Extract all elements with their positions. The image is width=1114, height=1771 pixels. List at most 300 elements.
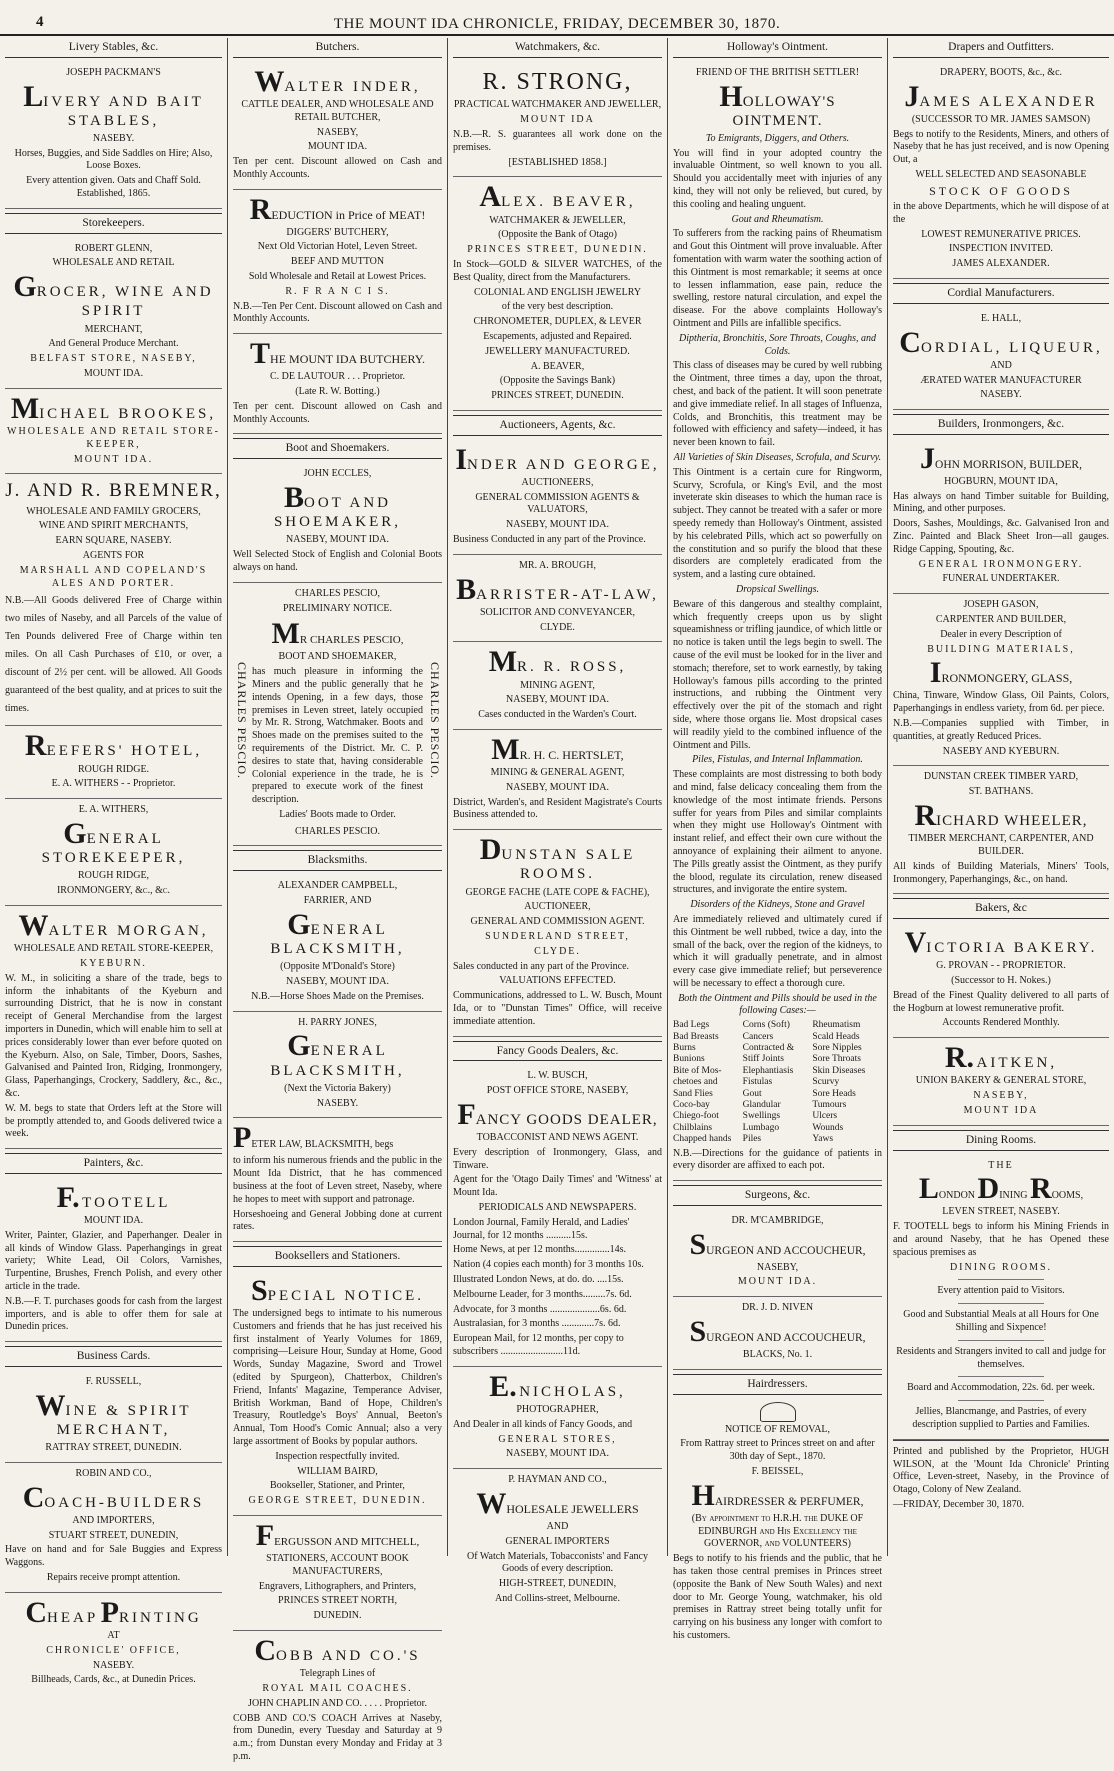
text-line: HOLESALE JEWELLERS — [506, 1501, 639, 1516]
text-line: Horses, Buggies, and Side Saddles on Hire; Also, Loose Boxes. — [14, 147, 213, 172]
ad-campbell — [233, 875, 442, 1011]
ad-nicholas — [453, 1367, 662, 1469]
text-line: IVERY AND BAIT STABLES, — [43, 93, 204, 129]
text-line: (By appointment to H.R.H. the DUKE OF EDINBURGH and His Excellency the GOVERNOR, and VOLUNTEERS) — [691, 1512, 864, 1550]
text-line: Agent for the 'Otago Daily Times' and 'Witness' at Mount Ida. — [453, 1174, 662, 1199]
text-line: BUILDING MATERIALS, — [927, 643, 1075, 655]
text-line: MOUNT IDA. — [737, 1276, 818, 1288]
text-line: C — [25, 1595, 47, 1629]
text-line: OOMS, — [1051, 1190, 1084, 1202]
text-line: has much pleasure in informing the Miners and the public generally that he intends Opening, in a few days, those premises in Leven street, lately occupied by Mr. R. Strong, Watchmaker. Boots and Shoes made on the premises suited to the requirements of the District. Mr. C. P. desires to state that, having considerable Colonial experience in the trade, he is prepared to execute work of the finest description. — [252, 666, 423, 806]
text-line: B — [456, 572, 477, 606]
ailments-table — [673, 1020, 882, 1145]
text-line: NASEBY, MOUNT IDA. — [506, 519, 609, 531]
ad-mount-ida-butchery — [233, 334, 442, 434]
text-line: AUCTIONEERS, — [521, 476, 594, 488]
text-line: Sore Nipples — [812, 1043, 862, 1054]
text-line: R. F R A N C I S. — [285, 285, 390, 297]
text-line: TOBACCONIST AND NEWS AGENT. — [476, 1132, 639, 1144]
ad-law — [233, 1118, 442, 1242]
text-line: JOSEPH PACKMAN'S — [66, 66, 161, 78]
ad-hayman — [453, 1469, 662, 1613]
ad-morgan — [5, 906, 222, 1149]
text-line: ROCER, WINE AND SPIRIT — [36, 284, 214, 320]
text-line: NASEBY. — [92, 1659, 135, 1671]
text-line: URGEON AND ACCOUCHEUR, — [706, 1332, 866, 1345]
text-line: KYEBURN. — [80, 957, 147, 969]
text-line: C — [899, 325, 921, 359]
text-line: Bunions — [673, 1054, 705, 1065]
text-line: N.B.—R. S. guarantees all work done on the premises. — [453, 129, 662, 153]
text-line: S — [689, 1315, 707, 1349]
text-line: MOUNT IDA. — [307, 141, 368, 153]
text-line: NASEBY, — [973, 1090, 1029, 1102]
text-line: W — [18, 908, 49, 942]
text-line — [673, 79, 882, 131]
text-line: AND — [990, 359, 1012, 371]
ad-packman — [5, 62, 222, 209]
text-line: Ten per cent. Discount allowed on Cash and Monthly Accounts. — [233, 156, 442, 180]
text-line: Chiego-foot — [673, 1111, 719, 1122]
text-line: N.B.—Directions for the guidance of patients in every disorder are affixed to each pot. — [673, 1147, 882, 1172]
text-line — [893, 1174, 1109, 1204]
text-line: ENERAL BLACKSMITH, — [270, 1043, 405, 1079]
text-line: RINTING — [119, 1609, 202, 1626]
section-heading: Surgeons, &c. — [673, 1185, 882, 1206]
text-line — [5, 79, 222, 131]
text-line: BEEF AND MUTTON — [290, 256, 385, 268]
text-line: Cancers — [742, 1031, 774, 1042]
text-line: PERIODICALS AND NEWSPAPERS. — [478, 1202, 637, 1214]
text-line: WHOLESALE AND RETAIL — [52, 257, 175, 269]
text-line: J — [904, 79, 920, 113]
text-line: LEX. BEAVER, — [501, 194, 636, 211]
text-line — [893, 441, 1109, 475]
ad-pescio — [233, 583, 442, 847]
text-line: AT — [107, 1630, 120, 1642]
section-heading: Livery Stables, &c. — [5, 38, 222, 58]
text-line: AIRDRESSER & PERFUMER, — [714, 1495, 864, 1508]
text-line: G — [287, 1029, 311, 1063]
text-line: —FRIDAY, December 30, 1870. — [893, 1498, 1025, 1510]
text-line: Gout — [742, 1088, 762, 1099]
text-line — [893, 658, 1109, 688]
text-line: PRINCES STREET NORTH, — [278, 1595, 397, 1607]
text-line: This Ointment is a certain cure for Ringworm, Scurvy, Scrofula, or King's Evil, and the most inveterate skin diseases to which the human race is subject. They cannot be treated with a safer or more speedy remedy than Holloway's Ointment, assisted by his celebrated Pills, which act so powerfully on the constitution and so purify the blood that these disorders are completely eradicated from the system, and a lasting cure obtained. — [673, 466, 882, 581]
text-line — [453, 1097, 662, 1131]
text-line: AUCTIONEER, — [524, 901, 591, 913]
text-line: MOUNT IDA. — [73, 453, 154, 465]
text-line: (Next the Victoria Bakery) — [284, 1082, 391, 1094]
text-line: To Emigrants, Diggers, and Others. — [705, 132, 850, 144]
text-line: Of Watch Materials, Tobacconists' and Fancy Goods of every description. — [467, 1550, 648, 1575]
ad-reefers — [5, 726, 222, 799]
text-line: L. W. BUSCH, — [527, 1070, 588, 1082]
text-line: R. STRONG, — [482, 68, 633, 95]
text-line: E. — [489, 1369, 517, 1403]
divider — [958, 1400, 1044, 1401]
text-line: WHOLESALE AND FAMILY GROCERS, — [26, 505, 201, 517]
text-line: W. M., in soliciting a share of the trade, begs to inform the inhabitants of the Kyeburn and surrounding District, that he is now in constant receipt of General Merchandise from the largest importers in Dunedin, which will enable him to sell at prices considerably lower than ever before quoted on the Kyeburn. Also, on Sale, Timber, Doors, Sashes, Galvanised and Painted Iron, Ridging, Ironmongery, Glass, Paperhangings, Crockery, Saddlery, &c., &c., &c. — [5, 972, 222, 1099]
text-line: WELL SELECTED AND SEASONABLE — [915, 168, 1087, 180]
ad-jones — [233, 1012, 442, 1119]
text-line: GENERAL IRONMONGERY. — [918, 558, 1084, 570]
text-line: M — [10, 391, 40, 425]
text-line: Melbourne Leader, for 3 months.........7s. 6d. — [453, 1288, 632, 1300]
text-line: PRACTICAL WATCHMAKER AND JEWELLER, — [453, 99, 662, 111]
text-line: Ulcers — [812, 1111, 838, 1122]
text-line — [233, 1273, 442, 1307]
text-line: DUNSTAN CREEK TIMBER YARD, — [923, 771, 1079, 783]
column-2 — [228, 38, 448, 1762]
text-line: CHARLES PESCIO. — [294, 825, 380, 837]
ad-holloway — [673, 62, 882, 1181]
text-line — [893, 798, 1109, 832]
text-line: AND IMPORTERS, — [72, 1514, 155, 1526]
text-line: FUNERAL UNDERTAKER. — [942, 573, 1060, 585]
text-line — [5, 1180, 222, 1214]
text-line: ALEXANDER CAMPBELL, — [277, 880, 398, 892]
text-line — [5, 1595, 222, 1629]
text-line: NASEBY, — [756, 1261, 799, 1273]
text-line: Ladies' Boots made to Order. — [279, 808, 396, 820]
text-line: TIMBER MERCHANT, CARPENTER, AND BUILDER. — [908, 833, 1094, 857]
ad-printing — [5, 1593, 222, 1694]
ad-inder-george — [453, 440, 662, 555]
text-line: Wounds — [812, 1122, 844, 1133]
text-line: TOOTELL — [82, 1194, 171, 1211]
text-line: Business Conducted in any part of the Province. — [453, 534, 646, 546]
text-line: Scurvy — [812, 1077, 840, 1088]
text-line: From Rattray street to Princes street on and after 30th day of Sept., 1870. — [680, 1438, 875, 1463]
text-line: WATCHMAKER & JEWELLER, — [489, 214, 626, 226]
text-line: to inform his numerous friends and the public in the Mount Ida District, that he has commenced business at the foot of Leven street, Naseby, where he hopes to meet with support and patronage. — [233, 1155, 442, 1205]
divider — [958, 1376, 1044, 1377]
column-5 — [888, 38, 1114, 1556]
text-line: T — [250, 337, 271, 371]
ad-hall — [893, 308, 1109, 410]
text-line: GENERAL STORES, — [498, 1433, 617, 1445]
text-line: D — [977, 1172, 1000, 1206]
text-line: Engravers, Lithographers, and Printers, — [258, 1580, 417, 1592]
text-line: Good and Substantial Meals at all Hours for One Shilling and Sixpence! — [903, 1309, 1099, 1333]
text-line: (Opposite the Bank of Otago) — [498, 229, 617, 241]
text-line: ALTER MORGAN, — [48, 922, 209, 939]
text-line: M — [488, 645, 518, 679]
text-line: AITKEN, — [976, 1055, 1058, 1072]
text-line: COLONIAL AND ENGLISH JEWELRY — [473, 286, 642, 298]
text-line: ENERAL STOREKEEPER, — [41, 831, 186, 867]
text-line: Nation (4 copies each month) for 3 months 10s. — [453, 1259, 644, 1271]
text-line: Every attention given. Oats and Chaff Sold. Established, 1865. — [26, 175, 201, 200]
text-line — [233, 1123, 442, 1153]
column-4 — [668, 38, 888, 1641]
text-line: FARRIER, AND — [303, 895, 372, 906]
divider — [958, 1279, 1044, 1280]
text-line: BOOT AND SHOEMAKER, — [278, 651, 397, 663]
text-line: (Successor to H. Nokes.) — [951, 975, 1051, 987]
text-line: Are immediately relieved and ultimately cured if this Ointment be well rubbed, twice a day, into the small of the back, over the region of the kidneys, to which it will gradually penetrate, and in almost every case give immediate relief; but perseverence will be necessary to effect a thorough cure. — [673, 913, 882, 989]
text-line: Burns — [673, 1043, 696, 1054]
ad-beaver — [453, 177, 662, 411]
text-line: F. BEISSEL, — [751, 1465, 804, 1477]
text-line: W — [254, 64, 285, 98]
text-line: IRONMONGERY, &c., &c. — [56, 885, 171, 897]
text-line: Sore Throats — [812, 1054, 861, 1065]
text-line: In Stock—GOLD & SILVER WATCHES, of the Best Quality, direct from the Manufacturers. — [453, 259, 662, 283]
text-line: DINING ROOMS. — [949, 1261, 1053, 1273]
text-line: JEWELLERY MANUFACTURED. — [485, 345, 630, 357]
text-line: L — [918, 1172, 939, 1206]
section-heading: Builders, Ironmongers, &c. — [893, 414, 1109, 435]
ad-tootell — [5, 1178, 222, 1342]
text-line: Sore Heads — [812, 1088, 856, 1099]
text-line: J. AND R. BREMNER, — [5, 480, 222, 502]
text-line: MOUNT IDA — [963, 1105, 1039, 1117]
text-line — [5, 391, 222, 425]
text-line: OLLOWAY'S OINTMENT. — [732, 93, 836, 129]
text-line: chetoes and — [673, 1077, 718, 1088]
text-line: Sales conducted in any part of the Province. — [453, 960, 630, 972]
text-line: Well Selected Stock of English and Colonial Boots always on hand. — [233, 549, 442, 573]
text-line: THE — [988, 1159, 1014, 1171]
text-line — [5, 272, 222, 321]
text-line: HIGH-STREET, DUNEDIN, — [498, 1578, 617, 1590]
text-line: Inspection respectfully invited. — [275, 1450, 400, 1462]
text-line: S — [689, 1227, 707, 1261]
text-line: Stiff Joints — [742, 1054, 784, 1065]
text-line: Home News, at per 12 months..............14s. — [453, 1244, 627, 1256]
text-line: OHN MORRISON, BUILDER, — [935, 458, 1082, 471]
text-line: ROUGH RIDGE, — [77, 870, 150, 882]
text-line — [673, 1227, 882, 1261]
text-line: And Dealer in all kinds of Fancy Goods, and — [453, 1418, 633, 1430]
text-line: ONDON — [938, 1190, 976, 1202]
text-line: Ten per cent. Discount allowed on Cash and Monthly Accounts. — [233, 400, 442, 425]
text-line: MINING & GENERAL AGENT, — [490, 767, 625, 779]
ad-cobb — [233, 1631, 442, 1771]
columns — [0, 38, 1114, 1762]
text-line: NASEBY. — [316, 1097, 359, 1109]
text-line: Rheumatism — [812, 1020, 861, 1031]
text-line — [233, 192, 442, 226]
ad-brookes — [5, 389, 222, 475]
text-line: Has always on hand Timber suitable for Building, Mining, and other purposes. — [893, 490, 1109, 515]
ad-wheeler — [893, 766, 1109, 894]
text-line: GENERAL COMMISSION AGENTS & VALUATORS, — [475, 491, 640, 516]
text-line: D — [479, 833, 502, 867]
text-line: Every description of Ironmongery, Glass, and Tinware. — [453, 1146, 662, 1171]
text-line: W — [35, 1388, 66, 1422]
text-line: R — [1030, 1172, 1052, 1206]
text-line: DR. M'CAMBRIDGE, — [731, 1214, 824, 1226]
text-line: District, Warden's, and Resident Magistrate's Courts Business attended to. — [453, 796, 662, 821]
text-line: (Opposite M'Donald's Store) — [280, 961, 395, 973]
text-line: GEORGE STREET, DUNEDIN. — [248, 1495, 427, 1507]
text-line: H — [719, 79, 743, 113]
ad-eccles — [233, 463, 442, 583]
text-line: BELFAST STORE, NASEBY, — [30, 353, 197, 365]
text-line: CLYDE. — [534, 945, 581, 957]
ad-aitken — [893, 1038, 1109, 1126]
text-line: PRINCES STREET, DUNEDIN. — [491, 390, 624, 402]
imprint — [893, 1440, 1109, 1519]
text-line: UNION BAKERY & GENERAL STORE, — [915, 1075, 1087, 1087]
text-line: F. RUSSELL, — [85, 1375, 142, 1387]
text-line: A. BEAVER, — [530, 360, 585, 372]
text-line: European Mail, for 12 months, per copy to subscribers .........................11d. — [453, 1333, 624, 1357]
section-heading: Boot and Shoemakers. — [233, 438, 442, 459]
text-line: Sold Wholesale and Retail at Lowest Prices. — [248, 271, 427, 283]
text-line: NASEBY. — [92, 132, 135, 144]
text-line: GENERAL IMPORTERS — [505, 1535, 610, 1547]
section-heading: Fancy Goods Dealers, &c. — [453, 1041, 662, 1062]
section-heading: Watchmakers, &c. — [453, 38, 662, 58]
ad-mcambridge — [673, 1210, 882, 1297]
text-line: H. PARRY JONES, — [298, 1016, 377, 1028]
text-line: AGENTS FOR — [82, 550, 145, 562]
text-line: F — [255, 1518, 275, 1552]
text-line: Bread of the Finest Quality delivered to all parts of the Hogburn at lowest remunerative profit. — [893, 989, 1109, 1014]
text-line: F — [457, 1097, 476, 1131]
section-heading: Bakers, &c — [893, 898, 1109, 919]
text-line: Billheads, Cards, &c., at Dunedin Prices. — [31, 1674, 196, 1686]
text-line: Begs to notify to his friends and the public, that he has taken those central premises in Princes street (opposite the Bank of New South Wales) and next door to Mr. George Young, watchmaker, his old premises in Rattray street being totally unfit for carrying on his business any longer with comfort to his customers. — [673, 1553, 882, 1641]
ad-russell — [5, 1371, 222, 1463]
text-line: ARRISTER-AT-LAW, — [476, 586, 659, 603]
text-line: N.B.—All Goods delivered Free of Charge within two miles of Naseby, and all Parcels of the value of Ten Pounds delivered Free of Charge within ten miles. On all Cash Purchases of £10, or over, a discount of 2½ per cent. will be allowed. All Goods guaranteed of the best quality, and at prices to suit the times. — [5, 595, 222, 715]
text-line: Sand Flies — [673, 1088, 713, 1099]
ad-morrison — [893, 439, 1109, 594]
ad-gason — [893, 594, 1109, 766]
ad-baird — [233, 1271, 442, 1516]
text-line: INE & SPIRIT MERCHANT, — [56, 1402, 192, 1438]
text-line: JOHN CHAPLIN AND CO. . . . . Proprietor. — [248, 1697, 427, 1709]
text-line: F. — [56, 1180, 80, 1214]
text-line — [893, 928, 1109, 958]
section-heading: Cordial Manufacturers. — [893, 283, 1109, 304]
royal-crest-icon — [760, 1402, 796, 1422]
section-heading: Butchers. — [233, 38, 442, 58]
ad-alexander — [893, 62, 1109, 279]
text-line: EARN SQUARE, NASEBY. — [55, 535, 172, 547]
text-line: MOUNT IDA — [520, 114, 595, 126]
text-line: OACH-BUILDERS — [44, 1494, 205, 1511]
ad-brough — [453, 555, 662, 643]
text-line — [233, 907, 442, 959]
text-line: I — [929, 656, 942, 690]
text-line: Have on hand and for Sale Buggies and Express Waggons. — [5, 1544, 222, 1569]
text-line: WILLIAM BAIRD, — [297, 1465, 378, 1477]
ad-fergusson — [233, 1516, 442, 1631]
text-line: All kinds of Building Materials, Miners' Tools, Ironmongery, Paperhangings, &c., on hand. — [893, 860, 1109, 885]
text-line: VALUATIONS EFFECTED. — [499, 975, 616, 987]
text-line: E. HALL, — [980, 312, 1022, 324]
text-line: CHRONICLE' OFFICE, — [46, 1644, 181, 1656]
masthead — [0, 0, 1114, 36]
text-line: STUART STREET, DUNEDIN, — [48, 1529, 179, 1541]
text-line: Cases conducted in the Warden's Court. — [478, 709, 637, 721]
text-line: Advocate, for 3 months ....................6s. 6d. — [453, 1303, 627, 1315]
section-heading: Booksellers and Stationers. — [233, 1246, 442, 1267]
text-line: R. — [944, 1041, 975, 1075]
text-line: R. R. ROSS, — [517, 659, 627, 676]
text-line: NASEBY. — [980, 389, 1022, 401]
text-line: Writer, Painter, Glazier, and Paperhanger. Dealer in all kinds of Window Glass. Paperhangings in great variety; White Lead, Oil Colors, Varnishes, Turpentine, Brushes, French Polish, and every other article in the trade. — [5, 1229, 222, 1292]
ad-francis — [233, 190, 442, 335]
text-line: ENERAL BLACKSMITH, — [270, 921, 405, 957]
text-line: Beware of this dangerous and stealthy complaint, which frequently creeps upon us by slight squeamishness or trifling jaundice, of which little or no notice is taken until the legs begin to swell. The cause of the evil must be looked for in the liver and stomach; therefore, set to work earnestly, by taking Holloway's famous pills according to the printed instructions, and rubbing the Ointment very effectively over the pit of the stomach and right side, where those organs lie. Most dropsical cases will readily yield to the combined influence of the Ointment and Pills. — [673, 598, 882, 751]
text-line — [673, 1478, 882, 1512]
text-line: JOHN ECCLES, — [303, 468, 372, 480]
text-line: ROYAL MAIL COACHES. — [262, 1682, 413, 1694]
text-line: URGEON AND ACCOUCHEUR, — [706, 1244, 866, 1257]
text-line: Next Old Victorian Hotel, Leven Street. — [257, 241, 418, 253]
text-line — [453, 1486, 662, 1520]
text-line: Both the Ointment and Pills should be used in the following Cases:— — [678, 992, 877, 1017]
text-line: ANCY GOODS DEALER, — [475, 1111, 658, 1128]
divider — [958, 1303, 1044, 1304]
text-line: Begs to notify to the Residents, Miners, and others of Naseby that he has just received, and is now Opening Out, a — [893, 128, 1109, 166]
text-line: Scald Heads — [812, 1031, 860, 1042]
text-line: R — [24, 729, 47, 763]
text-line — [453, 182, 662, 212]
text-line: NASEBY, MOUNT IDA. — [506, 1448, 609, 1460]
text-line: Bad Breasts — [673, 1031, 719, 1042]
text-line: Illustrated London News, at do. do. ....15s. — [453, 1274, 624, 1286]
text-line: Communications, addressed to L. W. Busch, Mount Ida, or to "Dunstan Times" Office, will receive immediate attention. — [453, 990, 662, 1027]
text-line: Telegraph Lines of — [299, 1668, 376, 1680]
text-line: CHARLES PESCIO, — [294, 587, 380, 599]
section-heading: Dining Rooms. — [893, 1130, 1109, 1151]
text-line: STOCK OF GOODS — [929, 183, 1073, 198]
section-heading: Hairdressers. — [673, 1374, 882, 1395]
text-line: The undersigned begs to intimate to his numerous Customers and friends that he has just received his first instalment of Yearly Volumes for 1869, comprising—Leisure Hour, Sunday at Home, Good Words, Sunday Magazine, Sword and Trowel (edited by Spurgeon), Chatterbox, Children's Friend, Infants' Magazine, Temperance Adviser, British Workman, Band of Hope, Children's Treasury, Routledge's Boys' Annual, Beeton's Annual, Tom Hood's Comic Annual; also a very large assortment of Books by popular authors. — [233, 1308, 442, 1447]
text-line: R — [914, 798, 937, 832]
text-line — [252, 619, 423, 649]
text-line: Contracted & — [742, 1043, 795, 1054]
text-line: HOGBURN, MOUNT IDA, — [944, 475, 1058, 487]
text-line — [453, 647, 662, 677]
pescio-side-label: CHARLES PESCIO. — [235, 661, 249, 780]
text-line — [5, 1480, 222, 1514]
text-line: Every attention paid to Visitors. — [937, 1285, 1065, 1297]
text-line: in the above Departments, which he will dispose of at the — [893, 201, 1109, 225]
text-line: MOUNT IDA. — [83, 1215, 144, 1227]
text-line: PRINCES STREET, DUNEDIN. — [467, 244, 648, 256]
text-line — [453, 1369, 662, 1403]
text-line: W. M. begs to state that Orders left at the Store will be promptly attended to, and Goods delivered twice a week. — [5, 1102, 222, 1140]
text-line: N.B.—Companies supplied with Timber, in quantities, at greatly Reduced Prices. — [893, 718, 1109, 742]
text-line: HE MOUNT IDA BUTCHERY. — [270, 352, 425, 367]
text-line: Board and Accommodation, 22s. 6d. per week. — [907, 1382, 1095, 1394]
text-line: Bad Legs — [673, 1020, 710, 1031]
text-line: NASEBY, MOUNT IDA. — [286, 975, 389, 987]
text-line: G — [287, 907, 311, 941]
text-line: Fistulas — [742, 1077, 773, 1088]
text-line: NASEBY AND KYEBURN. — [942, 745, 1060, 757]
text-line: DRAPERY, BOOTS, &c., &c. — [939, 66, 1063, 78]
text-line: NASEBY, — [316, 126, 359, 138]
text-line: DUNEDIN. — [313, 1610, 362, 1622]
section-heading: Business Cards. — [5, 1346, 222, 1367]
text-line: EDUCTION in Price of MEAT! — [271, 207, 426, 222]
text-line: E. A. WITHERS, — [78, 804, 149, 816]
ad-busch — [453, 1065, 662, 1367]
text-line: Skin Diseases — [812, 1065, 866, 1076]
text-line: N.B.—Horse Shoes Made on the Premises. — [251, 990, 424, 1002]
text-line — [5, 908, 222, 942]
